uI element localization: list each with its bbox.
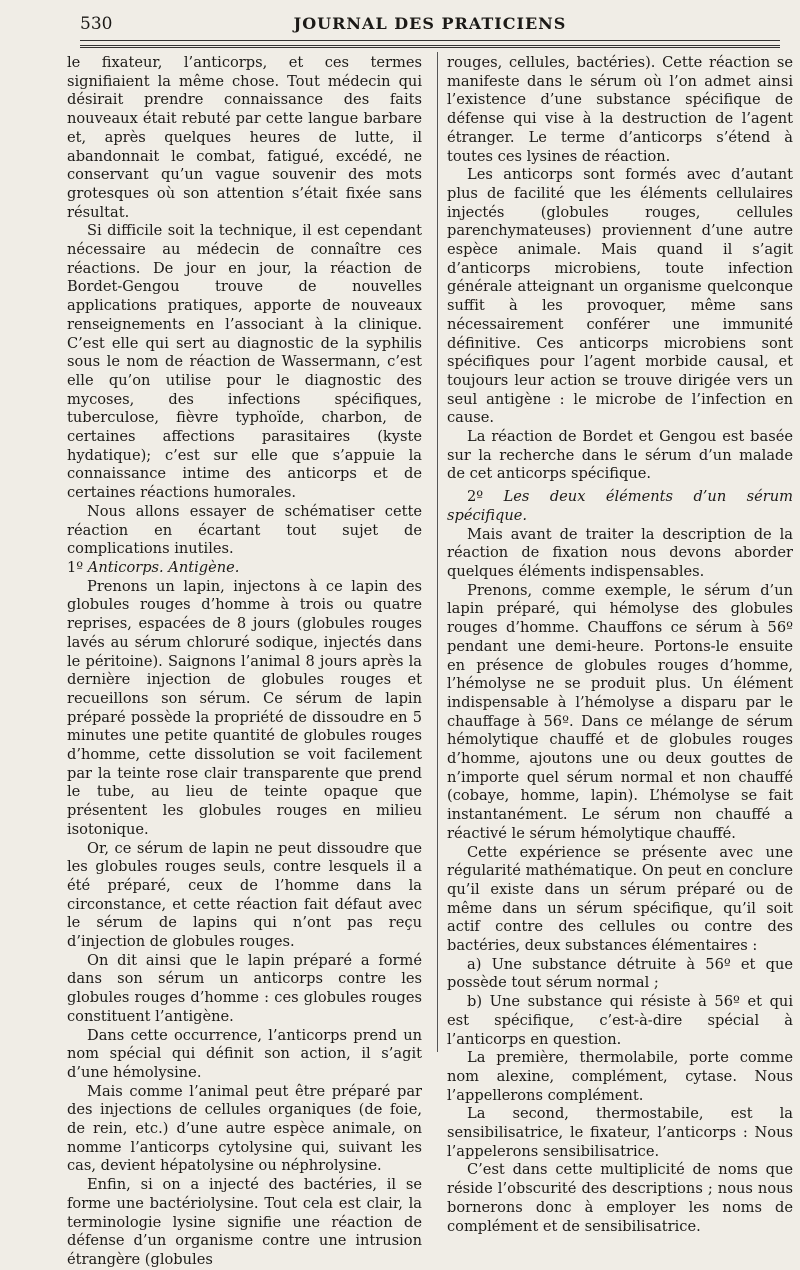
paragraph: Cette expérience se présente avec une régularité mathématique. On peut en conclure qu’il existe dans un sérum préparé ou de même dans un sérum spécifique, qu’il soit actif contre des cellules ou contre des bactéries, deux substances élémentaires :	[447, 843, 793, 955]
paragraph: Prenons, comme exemple, le sérum d’un lapin préparé, qui hémolyse des globules rouges d’homme. Chauffons ce sérum à 56º pendant une demi-heure. Portons-le ensuite en présence de globules rouges d’homme, l’hémolyse ne se produit plus. Un élément indispensable à l’hémolyse a disparu par le chauffage à 56º. Dans ce mélange de sérum hémolytique chauffé et de globules rouges d’homme, ajoutons une ou deux gouttes de n’importe quel sérum normal et non chauffé (cobaye, homme, lapin). L’hémolyse se fait instantanément. Le sérum non chauffé a réactivé le sérum hémolytique chauffé.	[447, 581, 793, 842]
page-header	[80, 14, 780, 41]
journal-title: JOURNAL DES PRATICIENS	[293, 14, 567, 33]
section-number: 2º	[467, 488, 504, 506]
paragraph: La réaction de Bordet et Gengou est basée sur la recherche dans le sérum d’un malade de cet anticorps spécifique.	[447, 428, 793, 483]
paragraph: Enfin, si on a injecté des bactéries, il se forme une bactériolysine. Tout cela est clair, la terminologie lysine signifie une réaction de défense d’un organisme contre une intrusion étrangère (globules	[67, 1176, 422, 1268]
column-divider	[437, 52, 438, 1052]
left-column	[67, 54, 422, 1270]
section-heading	[67, 559, 422, 578]
paragraph: La première, thermolabile, porte comme nom alexine, complément, cytase. Nous l’appellerons complément.	[447, 1049, 793, 1104]
paragraph: Si difficile soit la technique, il est cependant nécessaire au médecin de connaître ces réactions. De jour en jour, la réaction de Bordet-Gengou trouve de nouvelles applications pratiques, apporte de nouveaux renseignements en l’associant à la clinique. C’est elle qui sert au diagnostic de la syphilis sous le nom de réaction de Wassermann, c’est elle qu’on utilise pour le diagnostic des mycoses, des infections spécifiques, tuberculose, fièvre typhoïde, charbon, de certaines affections parasitaires (kyste hydatique); c’est sur elle que s’appuie la connaissance intime des anticorps et de certaines réactions humorales.	[67, 222, 422, 502]
paragraph: le fixateur, l’anticorps, et ces termes signifiaient la même chose. Tout médecin qui désirait prendre connaissance des faits nouveaux était rebuté par cette langue barbare et, après quelques heures de lutte, il abandonnait le combat, fatigué, excédé, ne conservant qu’un vague souvenir des mots grotesques où son attention s’était fixée sans résultat.	[67, 54, 422, 221]
paragraph: La second, thermostabile, est la sensibilisatrice, le fixateur, l’anticorps : Nous l’appelerons sensibilisatrice.	[447, 1105, 793, 1160]
section-heading	[447, 488, 793, 525]
paragraph: Dans cette occurrence, l’anticorps prend un nom spécial qui définit son action, il s’agit d’une hémolysine.	[67, 1026, 422, 1081]
paragraph: rouges, cellules, bactéries). Cette réaction se manifeste dans le sérum où l’on admet ainsi l’existence d’une substance spécifique de défense qui vise à la destruction de l’agent étranger. Le terme d’anticorps s’étend à toutes ces lysines de réaction.	[447, 54, 793, 165]
section-number: 1º	[67, 558, 88, 576]
section-title: Anticorps. Antigène.	[87, 558, 240, 576]
list-item: b) Une substance qui résiste à 56º et qui est spécifique, c’est-à-dire spécial à l’anticorps en question.	[447, 993, 793, 1048]
paragraph: Or, ce sérum de lapin ne peut dissoudre que les globules rouges seuls, contre lesquels il a été préparé, ceux de l’homme dans la circonstance, et cette réaction fait défaut avec le sérum de lapins qui n’ont pas reçu d’injection de globules rouges.	[67, 839, 422, 951]
paragraph: Prenons un lapin, injectons à ce lapin des globules rouges d’homme à trois ou quatre reprises, espacées de 8 jours (globules rouges lavés au sérum chloruré sodique, injectés dans le péritoine). Saignons l’animal 8 jours après la dernière injection de globules rouges et recueillons son sérum. Ce sérum de lapin préparé possède la propriété de dissoudre en 5 minutes une petite quantité de globules rouges d’homme, cette dissolution se voit facilement par la teinte rose clair transparente que prend le tube, au lieu de teinte opaque que présentent les globules rouges en milieu isotonique.	[67, 577, 422, 838]
paragraph: Mais avant de traiter la description de la réaction de fixation nous devons aborder quelques éléments indispensables.	[447, 525, 793, 580]
paragraph: Les anticorps sont formés avec d’autant plus de facilité que les éléments cellulaires injectés (globules rouges, cellules parenchymateuses) proviennent d’une autre espèce animale. Mais quand il s’agit d’anticorps microbiens, toute infection générale atteignant un organisme quelconque suffit à les provoquer, même sans nécessairement conférer une immunité définitive. Ces anticorps microbiens sont spécifiques pour l’agent morbide causal, et toujours leur action se trouve dirigée vers un seul antigène : le microbe de l’infection en cause.	[447, 166, 793, 427]
paragraph: Nous allons essayer de schématiser cette réaction en écartant tout sujet de complications inutiles.	[67, 502, 422, 558]
paragraph: C’est dans cette multiplicité de noms que réside l’obscurité des descriptions ; nous nous bornerons donc à employer les noms de complément et de sensibilisatrice.	[447, 1161, 793, 1235]
paragraph: On dit ainsi que le lapin préparé a formé dans son sérum un anticorps contre les globules rouges d’homme : ces globules rouges constituent l’antigène.	[67, 951, 422, 1025]
list-item: a) Une substance détruite à 56º et que possède tout sérum normal ;	[447, 955, 793, 992]
right-column	[447, 54, 793, 1236]
paragraph: Mais comme l’animal peut être préparé par des injections de cellules organiques (de foie, de rein, etc.) d’une autre espèce animale, on nomme l’anticorps cytolysine qui, suivant les cas, devient hépatolysine ou néphrolysine.	[67, 1082, 422, 1175]
section-title: Les deux éléments d’un sérum spécifique.	[447, 488, 793, 524]
page-number: 530	[80, 14, 113, 34]
header-rule	[80, 45, 780, 48]
